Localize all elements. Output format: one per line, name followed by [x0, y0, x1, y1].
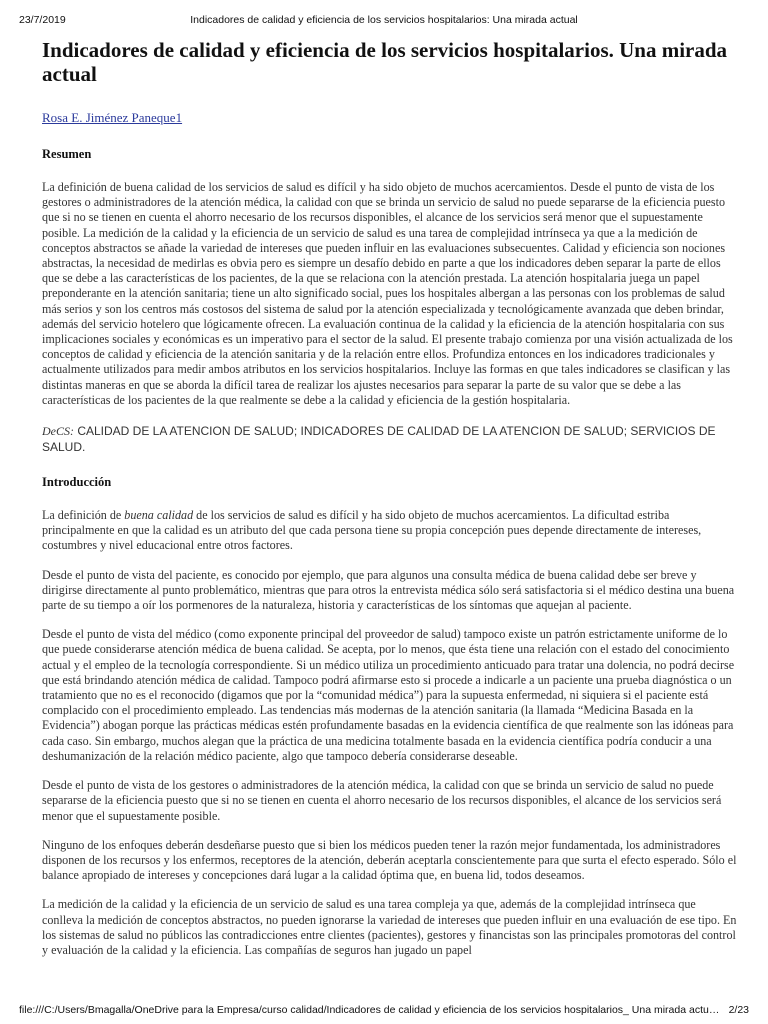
intro-p1-emphasis: buena calidad	[124, 508, 194, 523]
print-date: 23/7/2019	[19, 14, 66, 26]
intro-paragraph-4: Desde el punto de vista de los gestores o administradores de la atención médica, la calidad con que se brinda un servicio de salud no puede separarse de la eficiencia puesto que si no se tienen en cuenta el ahorro necesario de los recursos disponibles, el alcance de los servicios será menor que el supuestamente posible.	[42, 778, 722, 823]
intro-paragraph-6: La medición de la calidad y la eficiencia de un servicio de salud es una tarea compleja ya que, además de la complejidad intrínseca que conlleva la medición de conceptos abstractos, no pueden ignorarse la variedad de intereses que pueden influir en una evaluación de ese tipo. En los sistemas de salud no públicos las contradicciones entre clientes (pacientes), gestores y financistas son las principales promotoras del control y evaluación de la calidad y la eficiencia. Las compañías de seguros han jugado un papel	[42, 897, 737, 957]
page-number: 2/23	[728, 1004, 749, 1016]
intro-heading: Introducción	[42, 475, 112, 490]
intro-p1-rest: de los servicios de salud es difícil y ha sido objeto de muchos acercamientos. La dificultad estriba principalmente en que la calidad es un atributo del que cada persona tiene su propia concepción pues depende directamente de intereses, costumbres y nivel educacional entre otros factores.	[42, 508, 702, 553]
print-page-title: Indicadores de calidad y eficiencia de los servicios hospitalarios: Una mirada actual	[190, 14, 578, 26]
decs-label: DeCS:	[42, 424, 74, 439]
article-content	[42, 38, 738, 994]
print-footer	[19, 1004, 749, 1018]
print-header	[19, 14, 749, 28]
intro-p1-start: La definición de	[42, 508, 125, 523]
article-title: Indicadores de calidad y eficiencia de los servicios hospitalarios. Una mirada actual	[42, 38, 728, 86]
abstract-paragraph: La definición de buena calidad de los servicios de salud es difícil y ha sido objeto de muchos acercamientos. Desde el punto de vista de los gestores o administradores de la atención médica, la calidad con que se brinda un servicio de salud no puede separarse de la eficiencia puesto que si no se tienen en cuenta el ahorro necesario de los recursos disponibles, el alcance de los servicios será menor que el supuestamente posible. La medición de la calidad y la eficiencia de un servicio de salud es una tarea de complejidad intrínseca ya que a la medición de conceptos abstractos se añade la variedad de intereses que pueden influir en las evaluaciones subsecuentes. Calidad y eficiencia son nociones abstractas, la necesidad de medirlas es obvia pero es siempre un desafío debido en parte a que los indicadores deben separar la parte de ellos que se debe a las características de los pacientes, de la que se relaciona con la atención prestada. La atención hospitalaria juega un papel preponderante en la atención sanitaria; tiene un alto significado social, pues los hospitales albergan a las personas con los problemas de salud más serios y son los centros más costosos del sistema de salud por la atención especializada y tecnológicamente avanzada que deben brindar, además del servicio hotelero que lógicamente ofrecen. La evaluación continua de la calidad y la eficiencia de la atención hospitalaria con sus implicaciones sociales y económicas es un imperativo para el sector de la salud. El presente trabajo comienza por una visión actualizada de los conceptos de calidad y eficiencia de la atención sanitaria y de la relación entre ellos. Profundiza entonces en los indicadores tradicionales y actualmente utilizados para medir ambos atributos en los servicios hospitalarios. Incluye las formas en que tales indicadores se clasifican y las distintas maneras en que se aborda la difícil tarea de realizar los ajustes necesarios para separar la parte de su valor que se debe a las características de los pacientes de la que realmente se debe a la calidad y eficiencia de la gestión hospitalaria.	[42, 180, 733, 407]
file-path: file:///C:/Users/Bmagalla/OneDrive para la Empresa/curso calidad/Indicadores de calidad y eficiencia de los servicios hospitalarios_ Una mirada actu…	[19, 1004, 720, 1016]
intro-paragraph-2: Desde el punto de vista del paciente, es conocido por ejemplo, que para algunos una consulta médica de buena calidad debe ser breve y dirigirse directamente al punto problemático, mientras que para otros la entrevista médica sólo será satisfactoria si el médico destina una buena parte de su tiempo a oír los pormenores de la naturaleza, historia y características de los síntomas que aquejan al paciente.	[42, 567, 735, 613]
decs-keywords	[42, 424, 738, 455]
intro-paragraph-3: Desde el punto de vista del médico (como exponente principal del proveedor de salud) tampoco existe un patrón estrictamente uniforme de lo que puede considerarse atención médica de buena calidad. Se acepta, por lo menos, que ésta tiene una relación con el estado del conocimiento actual y el empleo de la tecnología correspondiente. Si un médico utiliza un procedimiento anticuado para tratar una dolencia, no podrá decirse que está brindando atención médica de calidad. Tampoco podrá afirmarse esto si procede a indicarle a un paciente una prueba diagnóstica o un tratamiento que no es el reconocido (digamos que por la “comunidad médica”) para la supuesta enfermedad, ni siquiera si el paciente está complacido con el procedimiento empleado. Las tendencias más modernas de la atención sanitaria (la llamada “Medicina Basada en la Evidencia”) abogan porque las prácticas médicas estén profundamente basadas en la evidencia científica de que realmente son las idóneas para cada caso. Sin embargo, muchos alegan que la práctica de una medicina totalmente basada en la evidencia científica podría conducir a una deshumanización de la relación médico paciente, algo que tampoco debería considerarse deseable.	[42, 627, 735, 763]
decs-text: CALIDAD DE LA ATENCION DE SALUD; INDICADORES DE CALIDAD DE LA ATENCION DE SALUD; SERVICIOS DE SALUD.	[42, 424, 716, 454]
intro-paragraph-1	[42, 508, 738, 554]
author-link[interactable]: Rosa E. Jiménez Paneque1	[42, 110, 183, 125]
resumen-heading: Resumen	[42, 147, 92, 161]
intro-paragraph-5: Ninguno de los enfoques deberán desdeñarse puesto que si bien los médicos pueden tener la razón mejor fundamentada, los administradores disponen de los recursos y los enfermos, receptores de la atención, deberán aceptarla conscientemente para que surta el efecto esperado. Sólo el balance apropiado de intereses y concepciones dará lugar a la calidad óptima que, en buena lid, todos deseamos.	[42, 837, 737, 883]
